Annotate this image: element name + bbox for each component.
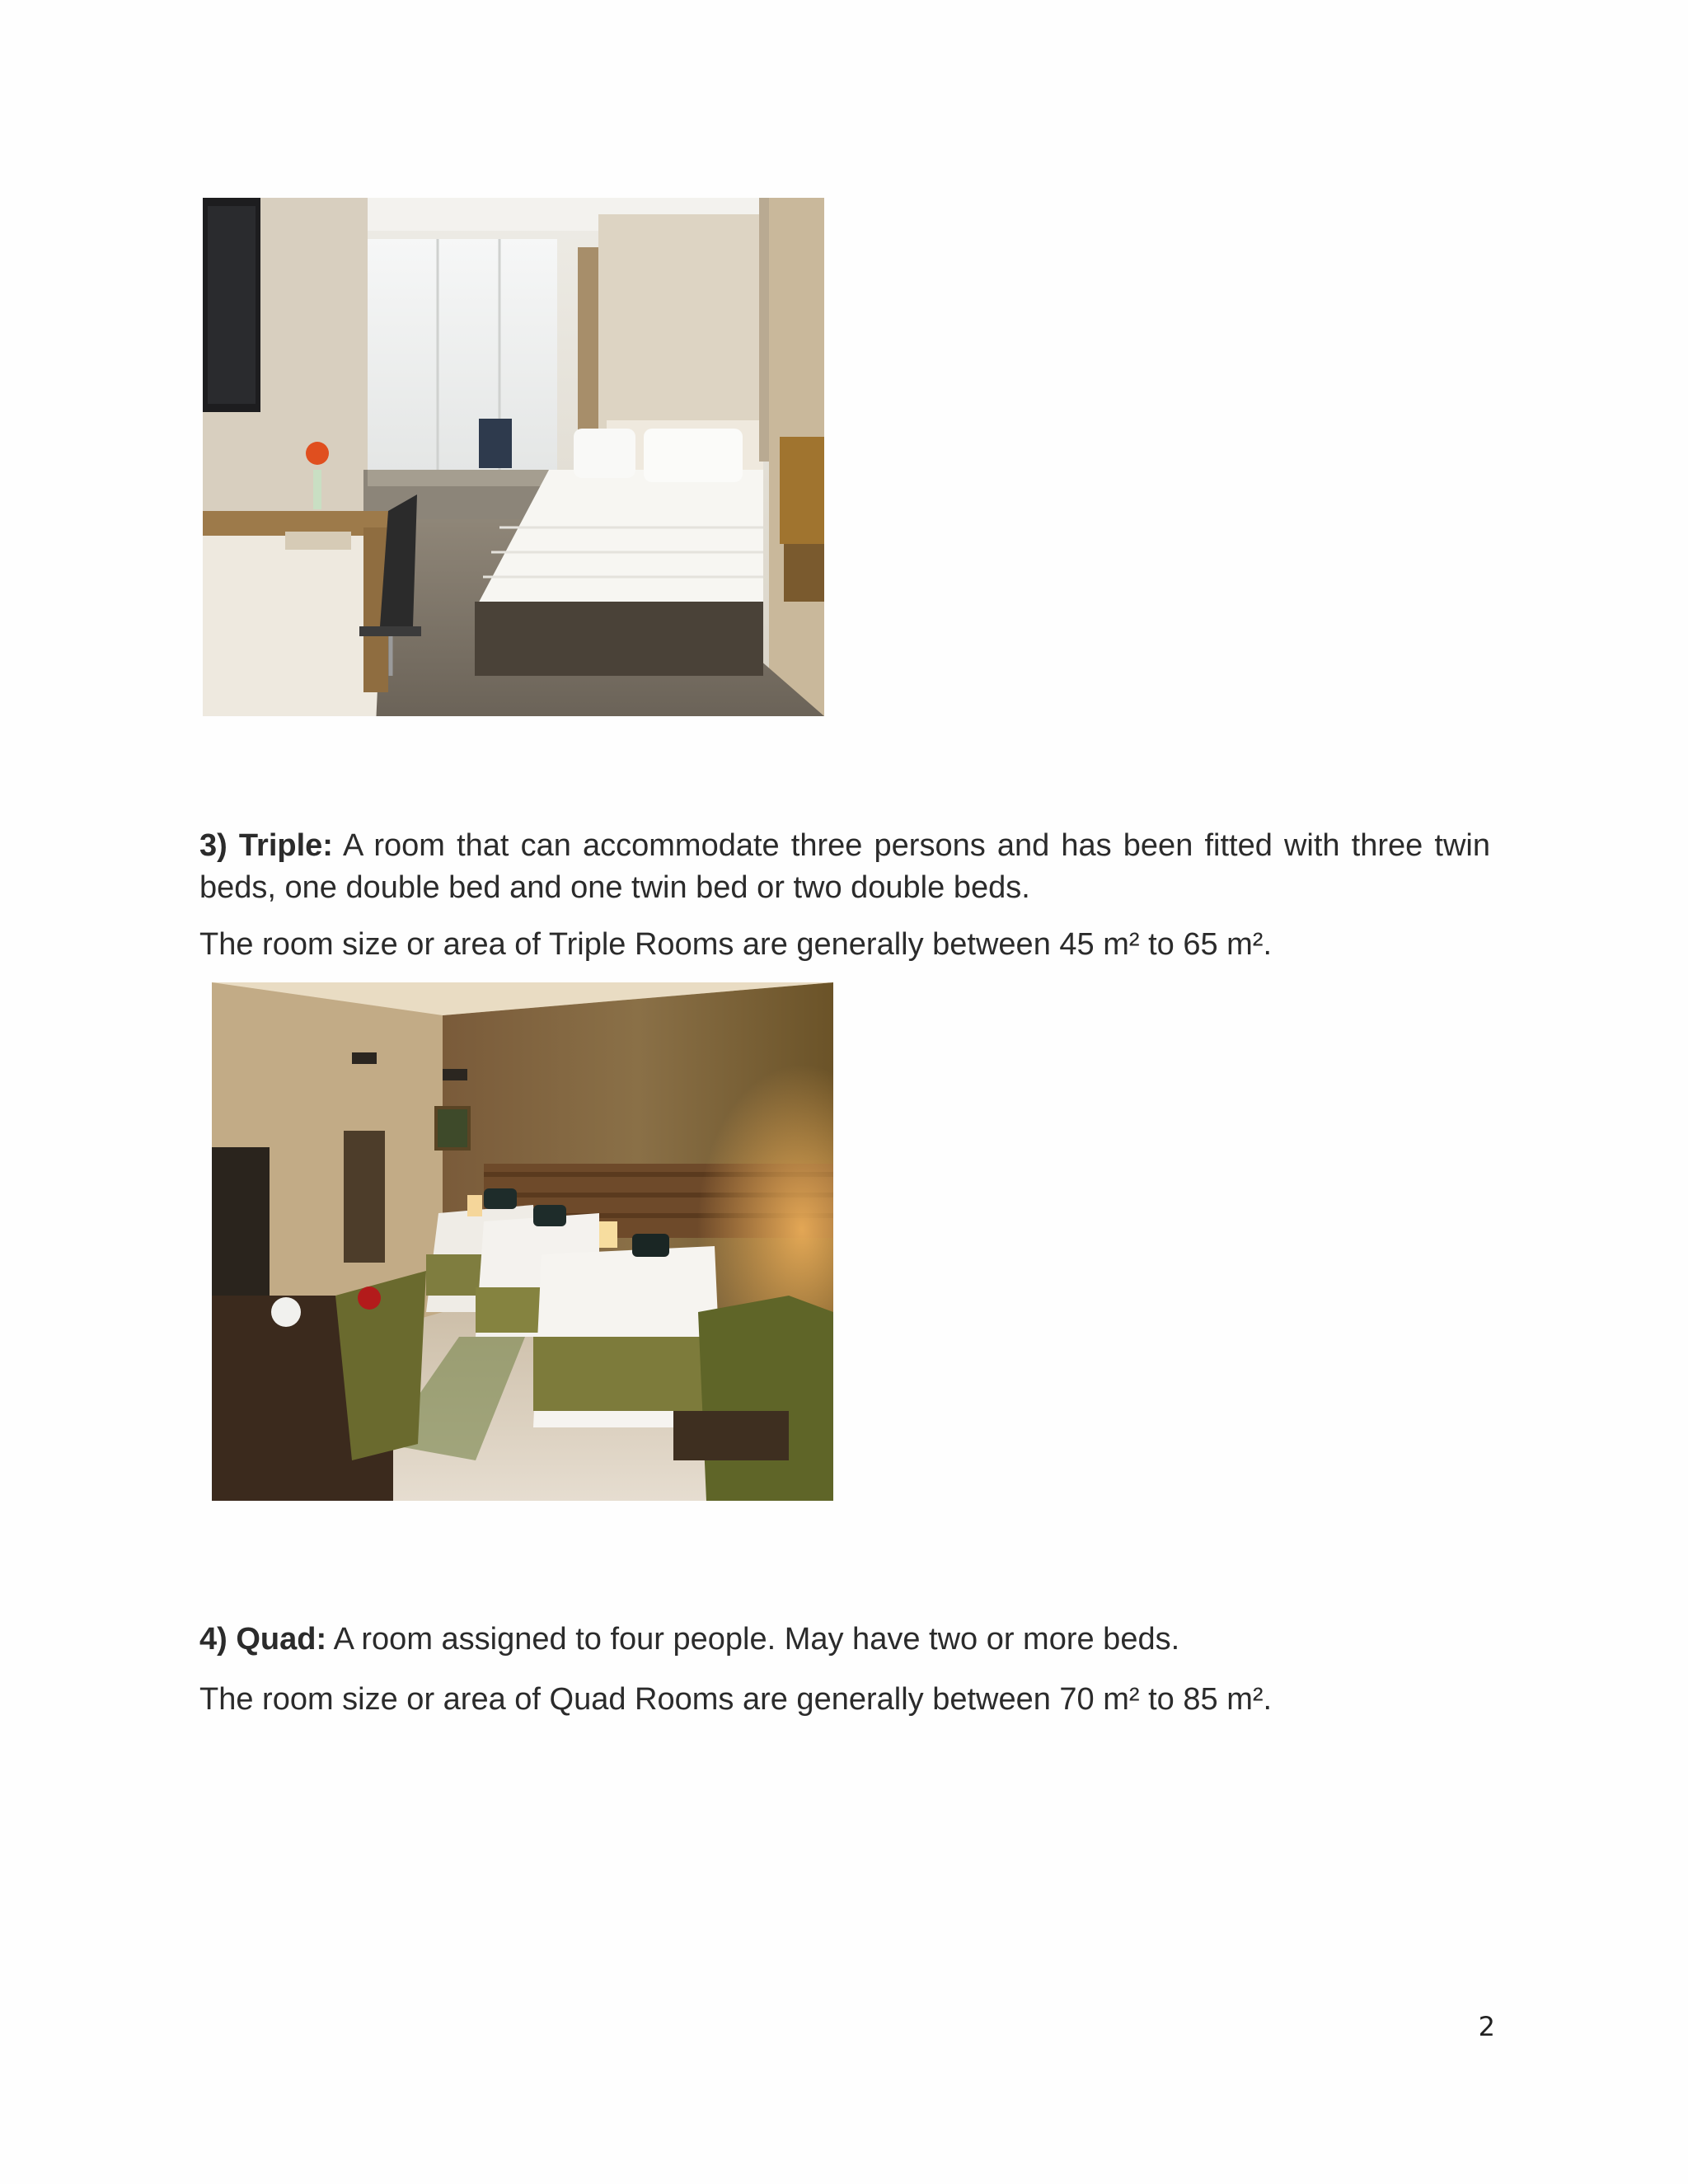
quad-size-text: The room size or area of Quad Rooms are generally between 70 m² to 85 m². — [199, 1682, 1273, 1717]
triple-description-text: A room that can accommodate three persons and has been fitted with three twin beds, one double bed and one twin bed or two double beds. — [199, 828, 1490, 905]
double-room-photo — [203, 198, 824, 716]
triple-description — [199, 825, 1490, 909]
triple-heading: 3) Triple: — [199, 828, 333, 863]
page-number: 2 — [1478, 2011, 1495, 2042]
quad-description — [199, 1619, 1490, 1661]
triple-room-photo — [212, 982, 833, 1501]
triple-size-text: The room size or area of Triple Rooms are generally between 45 m² to 65 m². — [199, 927, 1273, 962]
quad-description-text: A room assigned to four people. May have two or more beds. — [326, 1622, 1180, 1657]
quad-heading: 4) Quad: — [199, 1622, 327, 1657]
